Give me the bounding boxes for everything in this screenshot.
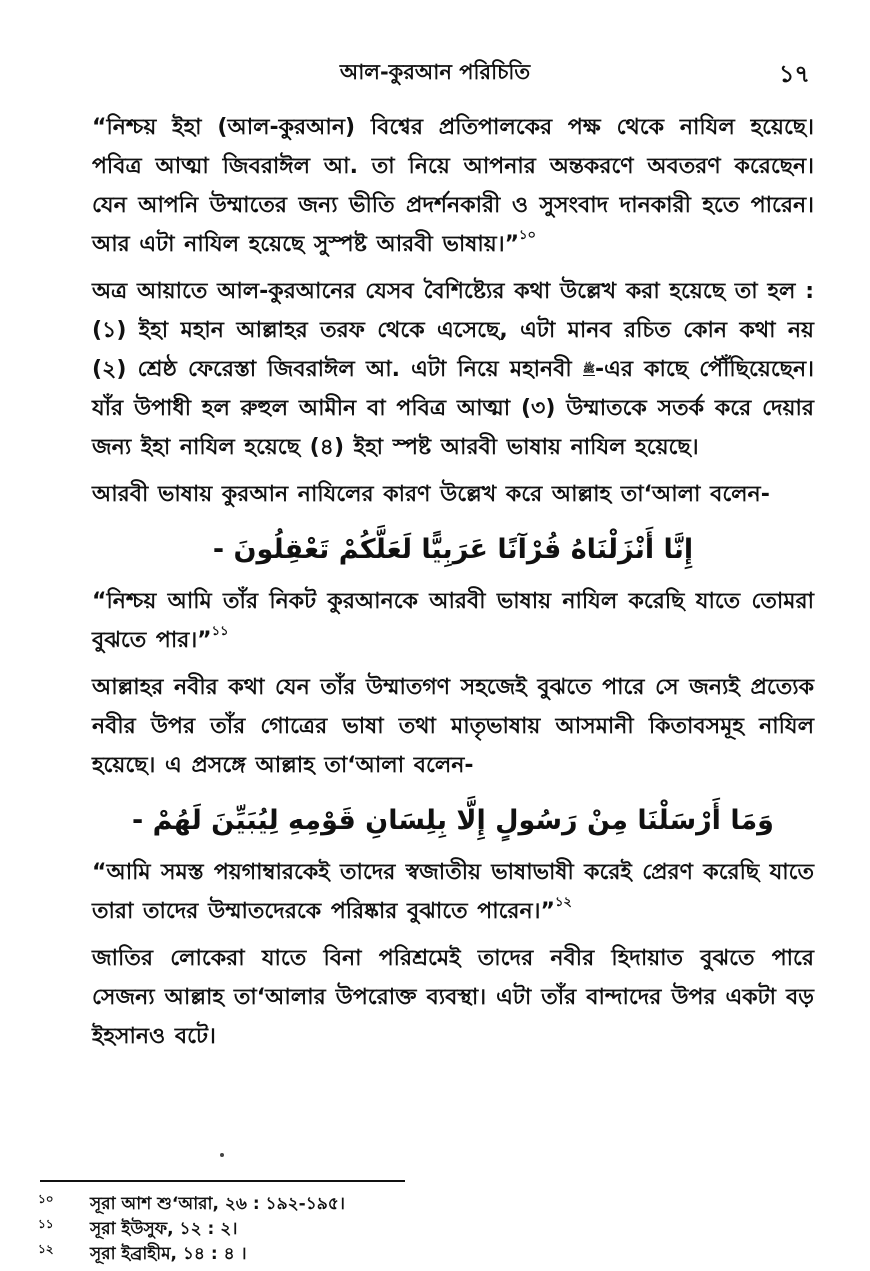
paragraph-text-part-b: -এর কাছে পৌঁছিয়েছেন। যাঁর উপাধী হল রুহুল আমীন বা পবিত্র আত্মা (৩) উম্মাতকে সতর্ক করে দেয়ার জন্য ইহা নাযিল হয়েছে (৪) ইহা স্পষ্ট আরবী ভাষায় নাযিল হয়েছে। [92, 357, 814, 460]
footnote-marker: ১০ [519, 228, 536, 243]
arabic-verse-1: إِنَّا أَنْزَلْنَاهُ قُرْآنًا عَرَبِيًّا لَعَلَّكُمْ تَعْقِلُونَ - [212, 534, 694, 565]
characteristics-paragraph [92, 272, 814, 467]
footnote-marker: ১১ [211, 624, 229, 639]
quote-paragraph-2 [92, 582, 814, 660]
footnote-text: সূরা ইব্রাহীম, ১৪ : ৪ । [90, 1244, 247, 1264]
quote-paragraph-3 [92, 853, 814, 931]
footnote-item [38, 1191, 818, 1216]
footnote-text: সূরা আশ শু‘আরা, ২৬ : ১৯২-১৯৫। [90, 1194, 345, 1214]
arabic-verse-2: وَمَا أَرْسَلْنَا مِنْ رَسُولٍ إِلَّا بِلِسَانِ قَوْمِهِ لِيُبَيِّنَ لَهُمْ - [132, 805, 774, 836]
quote-text: “আমি সমস্ত পয়গাম্বারকেই তাদের স্বজাতীয় ভাষাভাষী করেই প্রেরণ করেছি যাতে তারা তাদের উম্মাতদেরকে পরিষ্কার বুঝাতে পারেন।” [92, 860, 814, 924]
footnote-number: ১২ [38, 1242, 54, 1256]
page-header [0, 56, 870, 92]
salutation-symbol: ﷺ [582, 364, 595, 375]
footnote-marker: ১২ [555, 895, 572, 910]
page-number: ১৭ [778, 60, 810, 88]
footnotes [38, 1191, 818, 1266]
footnote-item [38, 1241, 818, 1266]
paragraph-text-part-a: অত্র আয়াতে আল-কুরআনের যেসব বৈশিষ্ট্যের কথা উল্লেখ করা হয়েছে তা হল : (১) ইহা মহান আল্লাহর তরফ থেকে এসেছে, এটা মানব রচিত কোন কথা নয় (২) শ্রেষ্ঠ ফেরেস্তা জিবরাঈল আ. এটা নিয়ে মহানবী [92, 279, 814, 382]
quote-paragraph-1 [92, 108, 814, 264]
footnote-number: ১০ [38, 1192, 54, 1206]
intro-paragraph-1: আরবী ভাষায় কুরআন নাযিলের কারণ উল্লেখ করে আল্লাহ তা‘আলা বলেন- [92, 482, 770, 507]
body-text [92, 108, 814, 1056]
footnote-divider [40, 1180, 405, 1182]
quote-text: “নিশ্চয় ইহা (আল-কুরআন) বিশ্বের প্রতিপালকের পক্ষ থেকে নাযিল হয়েছে। পবিত্র আত্মা জিবরাঈল আ. তা নিয়ে আপনার অন্তকরণে অবতরণ করেছেন। যেন আপনি উম্মাতের জন্য ভীতি প্রদর্শনকারী ও সুসংবাদ দানকারী হতে পারেন। আর এটা নাযিল হয়েছে সুস্পষ্ট আরবী ভাষায়।” [92, 115, 814, 257]
ink-speck [220, 1153, 224, 1157]
running-title: আল-কুরআন পরিচিতি [339, 60, 531, 84]
footnote-number: ১১ [38, 1217, 54, 1231]
footnote-text: সূরা ইউসুফ, ১২ : ২। [90, 1219, 238, 1239]
intro-paragraph-2: আল্লাহর নবীর কথা যেন তাঁর উম্মাতগণ সহজেই বুঝতে পারে সে জন্যই প্রত্যেক নবীর উপর তাঁর গোত্রের ভাষা তথা মাতৃভাষায় আসমানী কিতাবসমূহ নাযিল হয়েছে। এ প্রসঙ্গে আল্লাহ তা‘আলা বলেন- [92, 675, 814, 778]
closing-paragraph: জাতির লোকেরা যাতে বিনা পরিশ্রমেই তাদের নবীর হিদায়াত বুঝতে পারে সেজন্য আল্লাহ তা‘আলার উপরোক্ত ব্যবস্থা। এটা তাঁর বান্দাদের উপর একটা বড় ইহসানও বটে। [92, 946, 814, 1049]
footnote-item [38, 1216, 818, 1241]
quote-text: “নিশ্চয় আমি তাঁর নিকট কুরআনকে আরবী ভাষায় নাযিল করেছি যাতে তোমরা বুঝতে পার।” [92, 589, 814, 653]
